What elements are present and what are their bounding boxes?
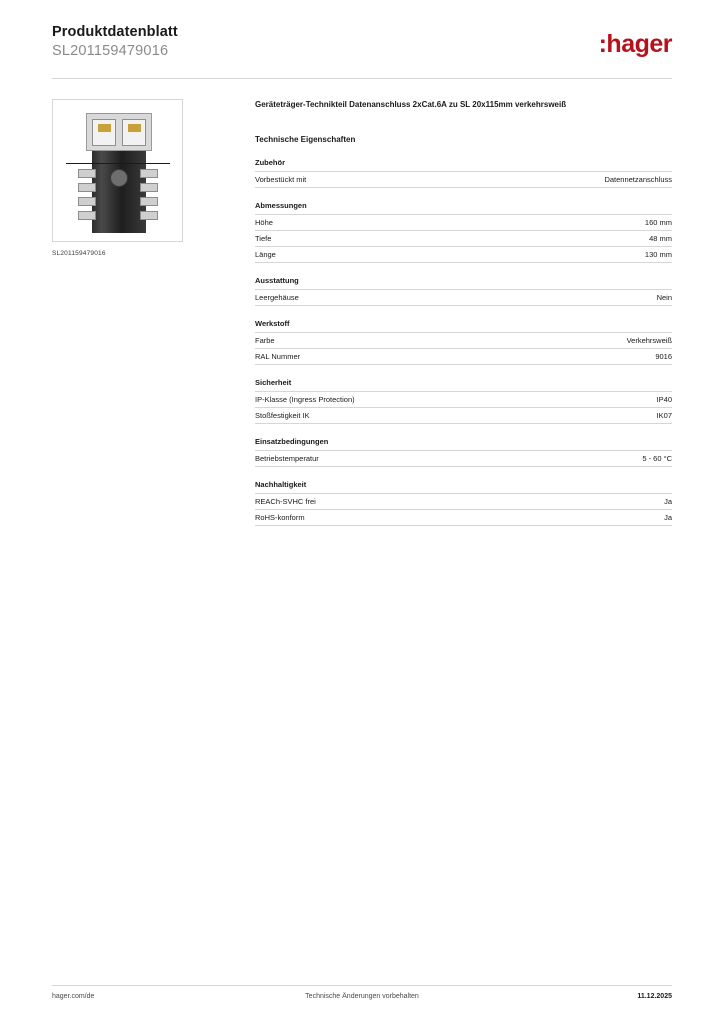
spec-label: Stoßfestigkeit IK bbox=[255, 410, 310, 420]
spec-label: RoHS-konform bbox=[255, 512, 305, 522]
spec-label: Vorbestückt mit bbox=[255, 174, 307, 184]
spec-value: Verkehrsweiß bbox=[626, 335, 672, 345]
product-image bbox=[52, 99, 183, 242]
table-row bbox=[255, 348, 672, 365]
spec-group-title: Nachhaltigkeit bbox=[255, 479, 307, 489]
spec-value: 5 - 60 °C bbox=[642, 453, 672, 463]
spec-label: Betriebstemperatur bbox=[255, 453, 319, 463]
footer-website-link[interactable]: hager.com/de bbox=[52, 993, 95, 1000]
specifications-column bbox=[200, 99, 672, 538]
table-row bbox=[255, 450, 672, 467]
spec-group-title: Werkstoff bbox=[255, 318, 290, 328]
footer-note: Technische Änderungen vorbehalten bbox=[305, 993, 419, 1000]
clamp-right-1 bbox=[140, 169, 158, 178]
contact-pin bbox=[98, 124, 111, 132]
spec-label: Höhe bbox=[255, 217, 273, 227]
page-footer bbox=[52, 985, 672, 1000]
product-illustration bbox=[66, 107, 170, 235]
spec-group-title: Zubehör bbox=[255, 157, 285, 167]
mounting-rail-line bbox=[66, 163, 170, 164]
spec-value: 160 mm bbox=[644, 217, 672, 227]
page-title: Produktdatenblatt bbox=[52, 24, 178, 40]
table-row bbox=[255, 246, 672, 263]
product-description: Geräteträger-Technikteil Datenanschluss 2xCat.6A zu SL 20x115mm verkehrsweiß bbox=[255, 100, 567, 110]
table-row bbox=[255, 214, 672, 230]
table-row bbox=[255, 493, 672, 509]
spec-label: RAL Nummer bbox=[255, 351, 301, 361]
spec-group-zubehoer bbox=[255, 158, 672, 188]
table-row bbox=[255, 407, 672, 424]
spec-label: IP-Klasse (Ingress Protection) bbox=[255, 394, 355, 404]
data-connection-module bbox=[86, 113, 152, 151]
spec-group-title: Sicherheit bbox=[255, 377, 292, 387]
clamp-right-3 bbox=[140, 197, 158, 206]
spec-value: 48 mm bbox=[649, 233, 672, 243]
spec-group-werkstoff bbox=[255, 319, 672, 365]
spec-value: IK07 bbox=[656, 410, 672, 420]
spec-group-einsatzbedingungen bbox=[255, 437, 672, 467]
spec-label: REACh-SVHC frei bbox=[255, 496, 316, 506]
footer-divider bbox=[52, 985, 672, 986]
rj45-slot-1 bbox=[92, 119, 116, 146]
clamp-left-4 bbox=[78, 211, 96, 220]
rotary-element bbox=[110, 169, 128, 187]
clamp-left-2 bbox=[78, 183, 96, 192]
contact-pin bbox=[128, 124, 141, 132]
header-title-block bbox=[52, 24, 178, 60]
product-reference: SL201159479016 bbox=[52, 42, 169, 59]
spec-label: Länge bbox=[255, 249, 276, 259]
page-header bbox=[52, 0, 672, 60]
spec-group-ausstattung bbox=[255, 276, 672, 306]
spec-value: Datennetzanschluss bbox=[604, 174, 672, 184]
clamp-right-2 bbox=[140, 183, 158, 192]
table-row bbox=[255, 289, 672, 306]
spec-label: Tiefe bbox=[255, 233, 272, 243]
spec-group-abmessungen bbox=[255, 201, 672, 263]
table-row bbox=[255, 509, 672, 526]
clamp-left-1 bbox=[78, 169, 96, 178]
spec-value: 9016 bbox=[655, 351, 672, 361]
spec-group-title: Ausstattung bbox=[255, 275, 299, 285]
spec-value: 130 mm bbox=[644, 249, 672, 259]
spec-value: Nein bbox=[656, 292, 672, 302]
footer-row bbox=[52, 993, 672, 1000]
product-image-column bbox=[52, 99, 200, 538]
clamp-right-4 bbox=[140, 211, 158, 220]
spec-group-title: Einsatzbedingungen bbox=[255, 436, 329, 446]
table-row bbox=[255, 230, 672, 246]
spec-value: Ja bbox=[664, 512, 672, 522]
table-row bbox=[255, 171, 672, 188]
table-row bbox=[255, 332, 672, 348]
spec-label: Leergehäuse bbox=[255, 292, 299, 302]
table-row bbox=[255, 391, 672, 407]
clamp-left-3 bbox=[78, 197, 96, 206]
page-content bbox=[52, 79, 672, 538]
specs-heading: Technische Eigenschaften bbox=[255, 134, 356, 144]
spec-value: IP40 bbox=[656, 394, 672, 404]
spec-group-title: Abmessungen bbox=[255, 200, 307, 210]
footer-date: 11.12.2025 bbox=[637, 993, 672, 1000]
rj45-slot-2 bbox=[122, 119, 146, 146]
spec-group-nachhaltigkeit bbox=[255, 480, 672, 526]
product-image-caption: SL201159479016 bbox=[52, 250, 106, 258]
spec-value: Ja bbox=[664, 496, 672, 506]
spec-group-sicherheit bbox=[255, 378, 672, 424]
spec-label: Farbe bbox=[255, 335, 275, 345]
hager-logo: :hager bbox=[598, 30, 672, 58]
